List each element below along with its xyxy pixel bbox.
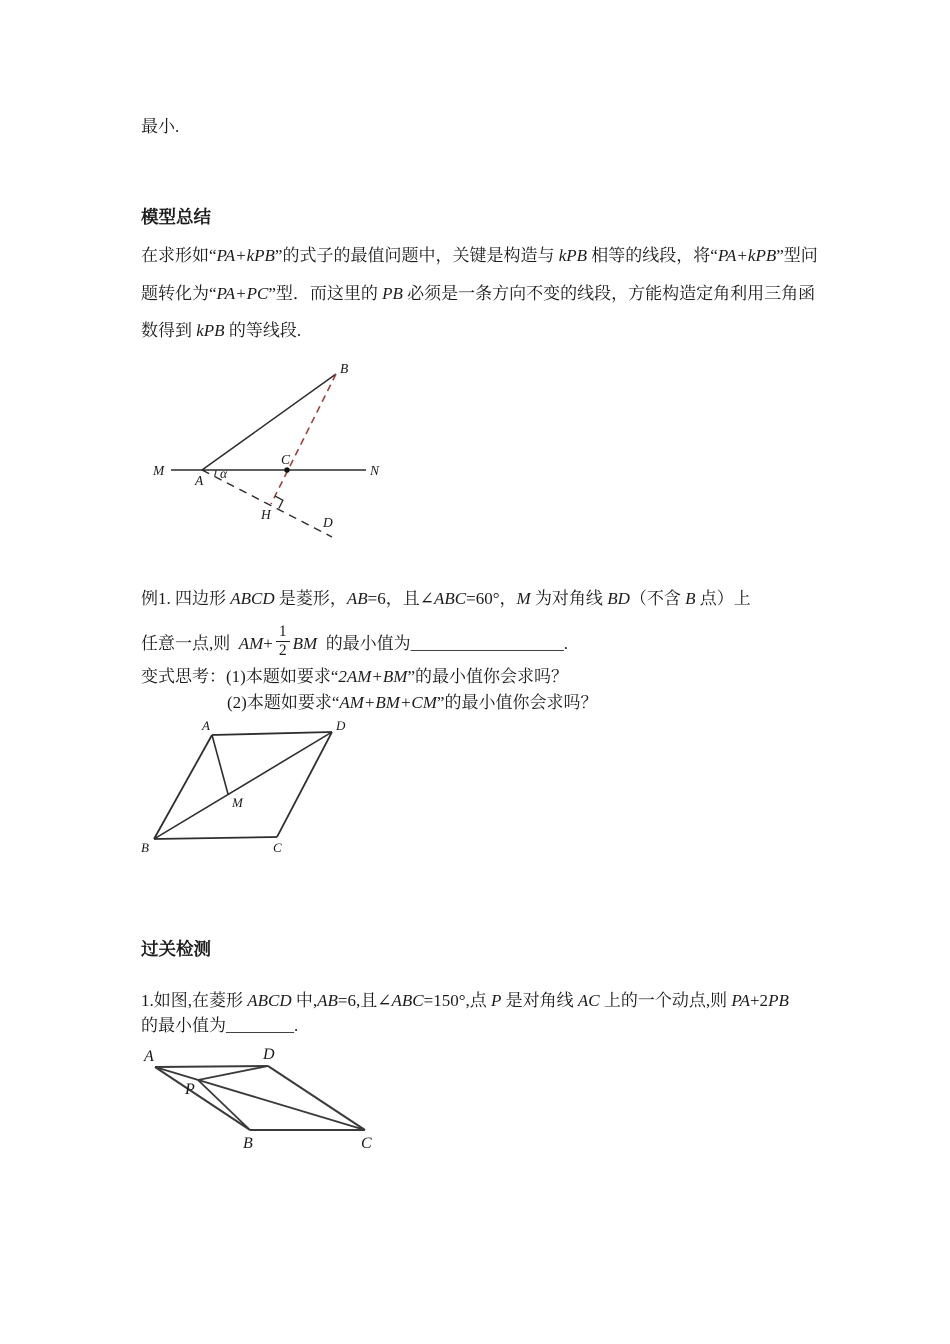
fraction-one-half (276, 623, 290, 660)
diagonal-ac (155, 1067, 365, 1130)
vertex-label-d: D (263, 1046, 275, 1063)
vertex-label-a: A (202, 718, 210, 733)
vertex-label-n: N (370, 463, 380, 478)
variation-question-2: (2)本题如要求“AM+BM+CM”的最小值你会求吗？ (227, 693, 598, 712)
edge-ab (154, 735, 212, 839)
model-summary-line-2: 题转化为“PA+PC”型．而这里的 PB 必须是一条方向不变的线段，方能构造定角利用三角函 (141, 284, 816, 303)
vertex-label-a: A (195, 473, 204, 488)
vertex-label-c: C (361, 1135, 372, 1152)
example1-line-1: 例1. 四边形 ABCD 是菱形，AB=6，且∠ABC=60°，M 为对角线 BD（不含 B 点）上 (141, 589, 751, 608)
fraction-denominator: 2 (278, 641, 287, 659)
point-label-p: P (185, 1081, 195, 1098)
vertex-label-a: A (144, 1048, 154, 1065)
right-angle-mark (275, 496, 283, 508)
edge-ab (155, 1067, 250, 1130)
segment-pd (198, 1066, 268, 1080)
edge-bc (154, 837, 277, 839)
section-heading-quiz: 过关检测 (141, 939, 211, 959)
example1-line-2 (141, 616, 568, 666)
vertex-label-h: H (261, 507, 271, 522)
quiz-q1-line-2-with-answer-blank: 的最小值为________. (141, 1016, 299, 1035)
edge-ad (155, 1066, 268, 1067)
line-ab (202, 374, 336, 470)
vertex-label-b: B (340, 361, 349, 376)
vertex-label-c: C (273, 840, 282, 855)
example1-line2-prefix: 任意一点,则 AM+ (141, 633, 273, 653)
edge-ad (212, 732, 332, 735)
figure-model-diagram (140, 358, 390, 548)
figure-rhombus-abcd-p (138, 1046, 383, 1166)
figure-rhombus-abcd-m (140, 718, 355, 858)
model-summary-line-3: 数得到 kPB 的等线段. (141, 321, 302, 340)
vertex-label-d: D (323, 515, 333, 530)
vertex-label-m: M (153, 463, 165, 478)
segment-am (212, 735, 228, 794)
top-text-fragment: 最小. (141, 117, 180, 136)
section-heading-model-summary: 模型总结 (141, 207, 211, 227)
point-c-dot (284, 467, 290, 473)
angle-alpha-arc (215, 470, 216, 476)
vertex-label-d: D (336, 718, 346, 733)
fraction-numerator: 1 (276, 623, 290, 642)
point-label-m: M (232, 795, 243, 810)
angle-alpha-label: α (220, 466, 228, 481)
example1-line2-suffix-with-answer-blank: BM 的最小值为__________________. (292, 633, 568, 653)
model-summary-line-1: 在求形如“PA+kPB”的式子的最值问题中，关键是构造与 kPB 相等的线段，将“PA+kPB”型问 (141, 246, 818, 265)
vertex-label-c: C (281, 452, 291, 467)
edge-dc (268, 1066, 365, 1130)
diagonal-bd (154, 732, 332, 839)
quiz-q1-line-1: 1.如图,在菱形 ABCD 中,AB=6,且∠ABC=150°,点 P 是对角线 AC 上的一个动点,则 PA+2PB (141, 991, 789, 1010)
vertex-label-b: B (243, 1135, 253, 1152)
vertex-label-b: B (141, 840, 149, 855)
line-bh-dashed (271, 374, 336, 504)
variation-question-1: 变式思考：(1)本题如要求“2AM+BM”的最小值你会求吗？ (141, 667, 568, 686)
